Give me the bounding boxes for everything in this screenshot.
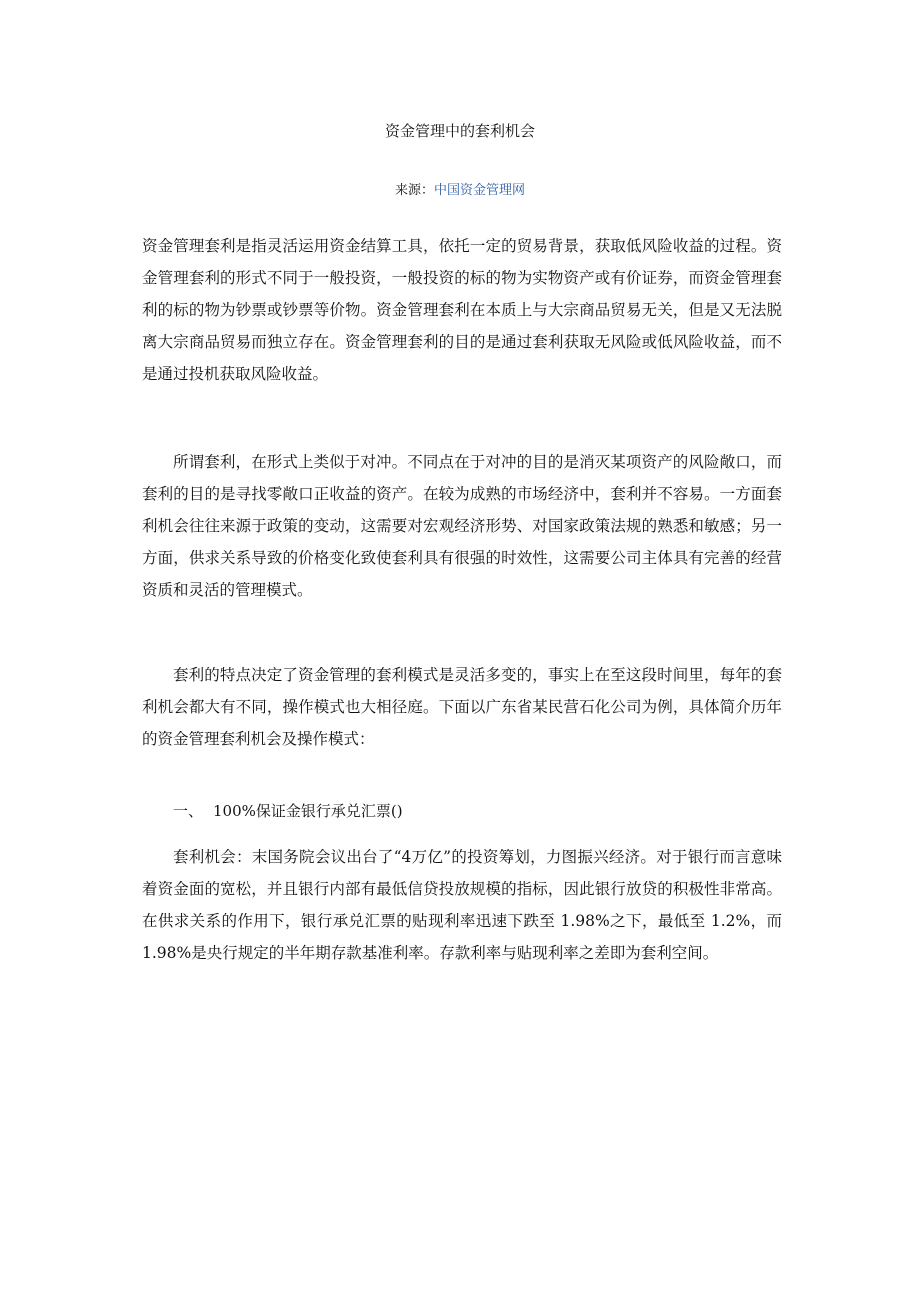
paragraph-3: 套利的特点决定了资金管理的套利模式是灵活多变的，事实上在至这段时间里，每年的套利机会都大有不同，操作模式也大相径庭。下面以广东省某民营石化公司为例，具体简介历年的资金管理套利机会及操作模式： [142,666,782,748]
source-line [0,182,920,200]
section-heading [173,800,403,822]
section-title: 100%保证金银行承兑汇票() [213,802,403,820]
source-link[interactable]: 中国资金管理网 [434,183,526,198]
paragraph-2: 所谓套利，在形式上类似于对冲。不同点在于对冲的目的是消灭某项资产的风险敞口，而套利的目的是寻找零敞口正收益的资产。在较为成熟的市场经济中，套利并不容易。一方面套利机会往往来源于政策的变动，这需要对宏观经济形势、对国家政策法规的熟悉和敏感；另一方面，供求关系导致的价格变化致使套利具有很强的时效性，这需要公司主体具有完善的经营资质和灵活的管理模式。 [142,453,782,599]
source-label: 来源： [394,183,434,198]
section-number: 一、 [173,802,204,820]
paragraph-1: 资金管理套利是指灵活运用资金结算工具，依托一定的贸易背景，获取低风险收益的过程。资金管理套利的形式不同于一般投资，一般投资的标的物为实物资产或有价证券，而资金管理套利的标的物为钞票或钞票等价物。资金管理套利在本质上与大宗商品贸易无关，但是又无法脱离大宗商品贸易而独立存在。资金管理套利的目的是通过套利获取无风险或低风险收益，而不是通过投机获取风险收益。 [142,237,782,383]
document-title: 资金管理中的套利机会 [384,122,535,140]
paragraph-4: 套利机会：末国务院会议出台了“4万亿”的投资筹划，力图振兴经济。对于银行而言意味着资金面的宽松，并且银行内部有最低信贷投放规模的指标，因此银行放贷的积极性非常高。在供求关系的作用下，银行承兑汇票的贴现利率迅速下跌至 1.98%之下，最低至 1.2%，而 1.98%是央行规定的半年期存款基准利率。存款利率与贴现利率之差即为套利空间。 [142,848,782,962]
